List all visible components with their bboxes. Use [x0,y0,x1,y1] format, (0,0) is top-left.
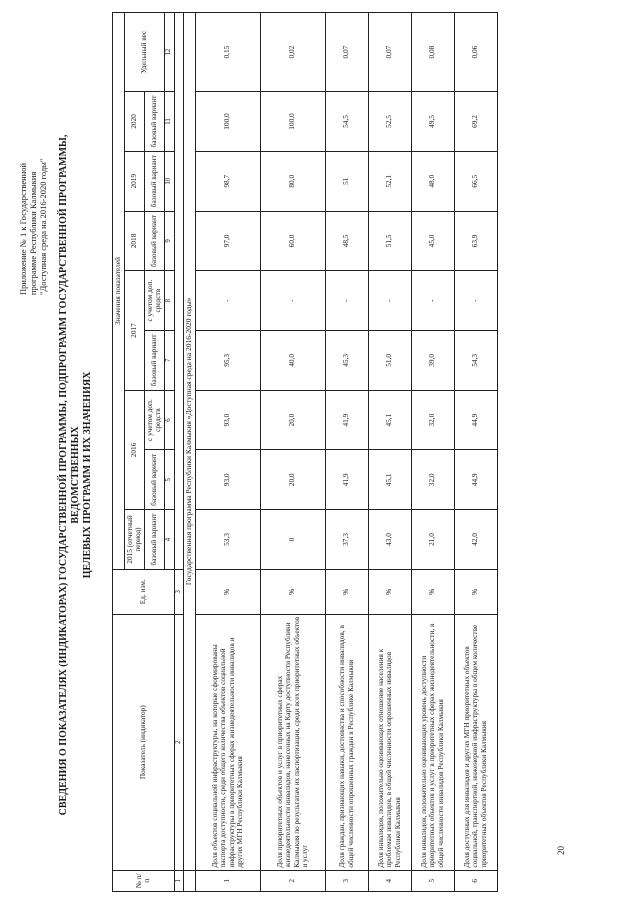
header-weight: Удельный вес [124,13,164,92]
header-extra: с учетом доп. средств [144,390,164,450]
header-2020: 2020 [124,92,144,152]
value-cell: 49,5 [411,92,454,152]
row-number: 1 [195,870,260,891]
value-cell: 45,0 [411,211,454,271]
indicator-name: Доля граждан, признающих навыки, достоинства и способности инвалидов, в общей численности опрошенных граждан в Республике Калмыкия [325,614,368,870]
indicator-name: Доля приоритетных объектов и услуг в приоритетных сферах жизнедеятельности инвалидов, нанесенных на Карту доступности Республики Калмыкия по результатам их паспортизации, среди всех приоритетных объектов и услуг [260,614,325,870]
value-cell: 95,3 [195,331,260,391]
header-2016: 2016 [124,390,144,509]
col-number: 5 [164,450,174,510]
table-row [195,13,260,892]
header-no: № п/п [113,870,175,891]
value-cell: 53,3 [195,510,260,570]
value-cell: 43,0 [368,510,411,570]
page-number: 20 [556,846,566,855]
value-cell: 20,0 [260,390,325,450]
annex-line: Приложение № 1 к Государственной [18,162,28,295]
row-number: 5 [411,870,454,891]
unit-cell: % [325,569,368,614]
value-cell: 40,0 [260,331,325,391]
value-cell: 48,0 [411,151,454,211]
header-base: базовый вариант [144,92,164,152]
value-cell: - [325,271,368,331]
value-cell: 48,5 [325,211,368,271]
col-number: 2 [174,614,184,870]
title-line: ЦЕЛЕВЫХ ПРОГРАММ И ИХ ЗНАЧЕНИЯХ [82,371,93,579]
col-number: 12 [164,13,174,92]
value-cell: 39,0 [411,331,454,391]
header-values: Значения показателей [113,13,125,570]
row-number: 2 [260,870,325,891]
col-number: 3 [174,569,184,614]
value-cell: - [368,271,411,331]
value-cell: - [195,271,260,331]
header-base: базовый вариант [144,331,164,391]
indicator-name: Доля инвалидов, положительно оценивающих отношение населения к проблемам инвалидов, в общей численности опрошенных инвалидов Республики Калмыкия [368,614,411,870]
value-cell: 80,0 [260,151,325,211]
value-cell: 97,0 [195,211,260,271]
value-cell: 45,1 [368,450,411,510]
col-number: 1 [174,870,184,891]
header-extra: с учетом доп. средств [144,271,164,331]
table-row [260,13,325,892]
value-cell: 69,2 [454,92,497,152]
value-cell: - [411,271,454,331]
unit-cell: % [260,569,325,614]
value-cell: 45,3 [325,331,368,391]
value-cell: 32,0 [411,450,454,510]
row-number: 3 [325,870,368,891]
col-number: 7 [164,331,174,391]
header-unit: Ед. изм. [113,569,175,614]
header-2019: 2019 [124,151,144,211]
indicators-table [112,12,498,892]
value-cell: 41,9 [325,450,368,510]
value-cell: 54,5 [325,92,368,152]
col-number: 6 [164,390,174,450]
value-cell: 0 [260,510,325,570]
value-cell: 63,9 [454,211,497,271]
col-number: 4 [164,510,174,570]
value-cell: 60,0 [260,211,325,271]
weight-cell: 0,06 [454,13,497,92]
unit-cell: % [411,569,454,614]
weight-cell: 0,07 [368,13,411,92]
table-row [411,13,454,892]
value-cell: 93,0 [195,450,260,510]
value-cell: 44,9 [454,450,497,510]
value-cell: 51 [325,151,368,211]
header-base: базовый вариант [144,211,164,271]
indicator-name: Доля объектов социальной инфраструктуры, на которые сформированы паспорта доступности, среди общего количества объектов социальной инфраструктуры в приоритетных сферах жизнедеятельности инвалидов и других МГН Республики Калмыкия [195,614,260,870]
value-cell: 93,0 [195,390,260,450]
table-row [454,13,497,892]
value-cell: - [260,271,325,331]
value-cell: 51,5 [368,211,411,271]
row-number: 6 [454,870,497,891]
value-cell: 100,0 [260,92,325,152]
value-cell: 52,5 [368,92,411,152]
header-base: базовый вариант [144,450,164,510]
unit-cell: % [368,569,411,614]
weight-cell: 0,02 [260,13,325,92]
header-2017: 2017 [124,271,144,390]
header-base: базовый вариант [144,151,164,211]
value-cell: 54,3 [454,331,497,391]
value-cell: 44,9 [454,390,497,450]
table-row [325,13,368,892]
indicator-name: Доля доступных для инвалидов и других МГН приоритетных объектов социальной, транспортной, инженерной инфраструктуры в общем количестве приоритетных объектов Республики Калмыкия [454,614,497,870]
value-cell: 37,3 [325,510,368,570]
value-cell: 20,0 [260,450,325,510]
title-line: СВЕДЕНИЯ О ПОКАЗАТЕЛЯХ (ИНДИКАТОРАХ) ГОСУДАРСТВЕННОЙ ПРОГРАММЫ, ПОДПРОГРАММ ГОСУДАРСТВЕННОЙ ПРОГРАММЫ, ВЕДОМСТВЕННЫХ [58,134,81,816]
value-cell: 98,7 [195,151,260,211]
program-row: Государственная программа Республики Калмыкия «Доступная среда на 2016-2020 годы» [184,13,196,871]
value-cell: - [454,271,497,331]
unit-cell: % [195,569,260,614]
col-number: 8 [164,271,174,331]
value-cell: 100,0 [195,92,260,152]
header-2015: 2015 (отчетный период) [124,510,144,570]
weight-cell: 0,15 [195,13,260,92]
value-cell: 42,0 [454,510,497,570]
header-2018: 2018 [124,211,144,271]
header-base: базовый вариант [144,510,164,570]
table-row [368,13,411,892]
col-number: 10 [164,151,174,211]
row-number: 4 [368,870,411,891]
annex-line: "Доступная среда на 2016-2020 годы" [38,158,48,295]
col-number: 9 [164,211,174,271]
indicator-name: Доля инвалидов, положительно оценивающих уровень доступности приоритетных объектов и услуг в приоритетных сферах жизнедеятельности, в общей численности инвалидов Республики Калмыкия [411,614,454,870]
document-title [58,115,94,835]
value-cell: 21,0 [411,510,454,570]
value-cell: 45,1 [368,390,411,450]
annex-line: программе Республики Калмыкия [28,171,38,295]
value-cell: 52,1 [368,151,411,211]
value-cell: 32,0 [411,390,454,450]
value-cell: 51,0 [368,331,411,391]
annex-note [18,45,48,295]
col-number: 11 [164,92,174,152]
value-cell: 66,5 [454,151,497,211]
header-indicator: Показатель (индикатор) [113,614,175,870]
weight-cell: 0,07 [325,13,368,92]
weight-cell: 0,08 [411,13,454,92]
value-cell: 41,9 [325,390,368,450]
unit-cell: % [454,569,497,614]
